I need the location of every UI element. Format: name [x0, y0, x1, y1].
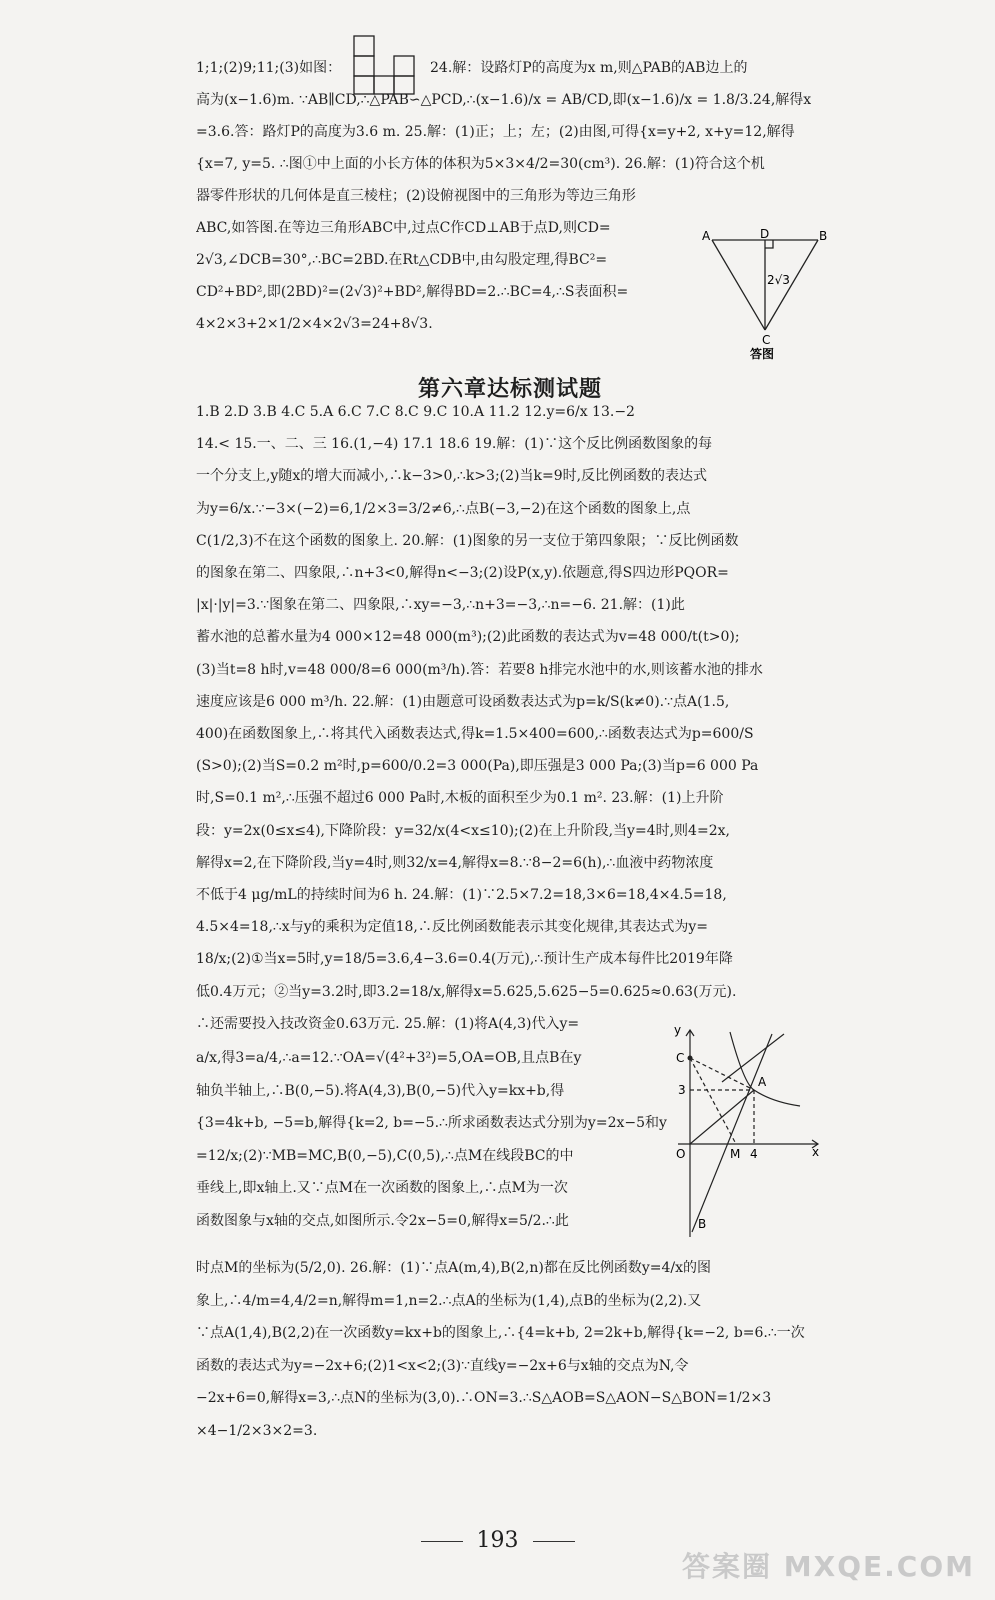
- text-line: 一个分支上,y随x的增大而减小,∴k−3>0,∴k>3;(2)当k=9时,反比例函数的表达式: [196, 468, 708, 485]
- text-line: 高为(x−1.6)m. ∵AB∥CD,∴△PAB∽△PCD,∴(x−1.6)/x = AB/CD,即(x−1.6)/x = 1.8/3.24,解得x: [196, 92, 812, 108]
- tick-3-label: 3: [678, 1083, 686, 1097]
- axis-x-label: x: [812, 1145, 820, 1159]
- label-d: D: [760, 228, 770, 241]
- figure-caption: 答图: [750, 347, 775, 360]
- label-a: A: [702, 229, 711, 243]
- text-line: 时,S=0.1 m²,∴压强不超过6 000 Pa时,木板的面积至少为0.1 m². 23.解：(1)上升阶: [196, 790, 724, 807]
- cube-view-figure: [352, 34, 424, 96]
- text-line: {3=4k+b, −5=b,解得{k=2, b=−5.∴所求函数表达式分别为y=2x−5和y: [196, 1115, 667, 1131]
- text-line: 垂线上,即x轴上.又∵点M在一次函数的图象上,∴点M为一次: [196, 1180, 568, 1196]
- text-line: 1;1;(2)9;11;(3)如图：: [196, 60, 342, 76]
- text-line: |x|·|y|=3.∵图象在第二、四象限,∴xy=−3,∴n+3=−3,∴n=−6. 21.解：(1)此: [196, 597, 685, 614]
- page-dash-left: [421, 1541, 463, 1542]
- text-line: 24.解：设路灯P的高度为x m,则△PAB的AB边上的: [430, 60, 748, 76]
- text-line: 的图象在第二、四象限,∴n+3<0,解得n<−3;(2)设P(x,y).依题意,得S四边形PQOR=: [196, 565, 729, 581]
- text-line: 象上,∴4/m=4,4/2=n,解得m=1,n=2.∴点A的坐标为(1,4),点B的坐标为(2,2).又: [196, 1292, 702, 1309]
- text-line: 4×2×3+2×1/2×4×2√3=24+8√3.: [196, 316, 433, 332]
- text-line: 时点M的坐标为(5/2,0). 26.解：(1)∵点A(m,4),B(2,n)都在反比例函数y=4/x的图: [196, 1260, 712, 1276]
- text-line: 为y=6/x.∵−3×(−2)=6,1/2×3=3/2≠6,∴点B(−3,−2)在这个函数的图象上,点: [196, 500, 691, 517]
- text-line: 1.B 2.D 3.B 4.C 5.A 6.C 7.C 8.C 9.C 10.A 11.2 12.y=6/x 13.−2: [196, 404, 635, 420]
- triangle-answer-figure: [700, 228, 830, 360]
- text-line: 器零件形状的几何体是直三棱柱；(2)设俯视图中的三角形为等边三角形: [196, 188, 636, 204]
- text-line: 18/x;(2)①当x=5时,y=18/5=3.6,4−3.6=0.4(万元),∴预计生产成本每件比2019年降: [196, 951, 733, 968]
- text-line: ×4−1/2×3×2=3.: [196, 1422, 318, 1439]
- text-line: (3)当t=8 h时,v=48 000/8=6 000(m³/h).答：若要8 h排完水池中的水,则该蓄水池的排水: [196, 661, 763, 678]
- text-line: a/x,得3=a/4,∴a=12.∵OA=√(4²+3²)=5,OA=OB,且点B在y: [196, 1050, 582, 1066]
- text-line: 14.< 15.一、二、三 16.(1,−4) 17.1 18.6 19.解：(1)∵这个反比例函数图象的每: [196, 436, 713, 453]
- point-b-label: B: [698, 1217, 707, 1231]
- text-line: −2x+6=0,解得x=3,∴点N的坐标为(3,0).∴ON=3.∴S△AOB=S△AON−S△BON=1/2×3: [196, 1390, 772, 1406]
- point-a-label: A: [758, 1075, 767, 1089]
- text-line: =12/x;(2)∵MB=MC,B(0,−5),C(0,5),∴点M在线段BC的中: [196, 1147, 574, 1164]
- text-line: ∵点A(1,4),B(2,2)在一次函数y=kx+b的图象上,∴{4=k+b, 2=2k+b,解得{k=−2, b=6.∴一次: [196, 1325, 805, 1341]
- text-line: {x=7, y=5. ∴图①中上面的小长方体的体积为5×3×4/2=30(cm³). 26.解：(1)符合这个机: [196, 156, 765, 172]
- text-line: 函数图象与x轴的交点,如图所示.令2x−5=0,解得x=5/2.∴此: [196, 1212, 569, 1229]
- text-line: ABC,如答图.在等边三角形ABC中,过点C作CD⊥AB于点D,则CD=: [196, 220, 611, 236]
- text-line: CD²+BD²,即(2BD)²=(2√3)²+BD²,解得BD=2.∴BC=4,∴S表面积=: [196, 284, 629, 300]
- watermark: 答案圈 MXQE.COM: [682, 1550, 975, 1583]
- text-line: 2√3,∠DCB=30°,∴BC=2BD.在Rt△CDB中,由勾股定理,得BC²=: [196, 252, 608, 268]
- point-m-label: M: [730, 1147, 741, 1161]
- label-side: 2√3: [767, 273, 790, 287]
- label-b: B: [819, 229, 828, 243]
- point-c-label: C: [676, 1051, 685, 1065]
- origin-label: O: [676, 1147, 686, 1161]
- text-line: (S>0);(2)当S=0.2 m²时,p=600/0.2=3 000(Pa),即压强是3 000 Pa;(3)当p=6 000 Pa: [196, 758, 759, 775]
- text-line: 函数的表达式为y=−2x+6;(2)1<x<2;(3)∵直线y=−2x+6与x轴的交点为N,令: [196, 1357, 689, 1374]
- page-dash-right: [533, 1541, 575, 1542]
- text-line: 低0.4万元；②当y=3.2时,即3.2=18/x,解得x=5.625,5.625−5=0.625≈0.63(万元).: [196, 983, 737, 1000]
- page-number-text: 193: [476, 1528, 519, 1553]
- text-line: 蓄水池的总蓄水量为4 000×12=48 000(m³);(2)此函数的表达式为v=48 000/t(t>0);: [196, 629, 740, 646]
- text-line: 400)在函数图象上,∴将其代入函数表达式,得k=1.5×400=600,∴函数表达式为p=600/S: [196, 726, 754, 742]
- section-title: 第六章达标测试题: [418, 377, 603, 402]
- text-line: 不低于4 μg/mL的持续时间为6 h. 24.解：(1)∵2.5×7.2=18,3×6=18,4×4.5=18,: [196, 887, 727, 903]
- tick-4-label: 4: [750, 1147, 758, 1161]
- text-line: 4.5×4=18,∴x与y的乘积为定值18,∴反比例函数能表示其变化规律,其表达式为y=: [196, 919, 708, 936]
- text-line: C(1/2,3)不在这个函数的图象上. 20.解：(1)图象的另一支位于第四象限；∵反比例函数: [196, 532, 739, 549]
- label-c: C: [762, 333, 771, 347]
- text-line: 段：y=2x(0≤x≤4),下降阶段：y=32/x(4<x≤10);(2)在上升阶段,当y=4时,则4=2x,: [196, 822, 730, 839]
- text-line: =3.6.答：路灯P的高度为3.6 m. 25.解：(1)正；上；左；(2)由图,可得{x=y+2, x+y=12,解得: [196, 124, 795, 140]
- axis-y-label: y: [674, 1023, 682, 1037]
- text-line: 速度应该是6 000 m³/h. 22.解：(1)由题意可设函数表达式为p=k/S(k≠0).∵点A(1.5,: [196, 693, 730, 710]
- text-line: ∴还需要投入技改资金0.63万元. 25.解：(1)将A(4,3)代入y=: [196, 1015, 580, 1032]
- text-line: 轴负半轴上,∴B(0,−5).将A(4,3),B(0,−5)代入y=kx+b,得: [196, 1082, 565, 1099]
- text-line: 解得x=2,在下降阶段,当y=4时,则32/x=4,解得x=8.∵8−2=6(h),∴血液中药物浓度: [196, 854, 714, 871]
- coordinate-graph: [672, 1022, 824, 1244]
